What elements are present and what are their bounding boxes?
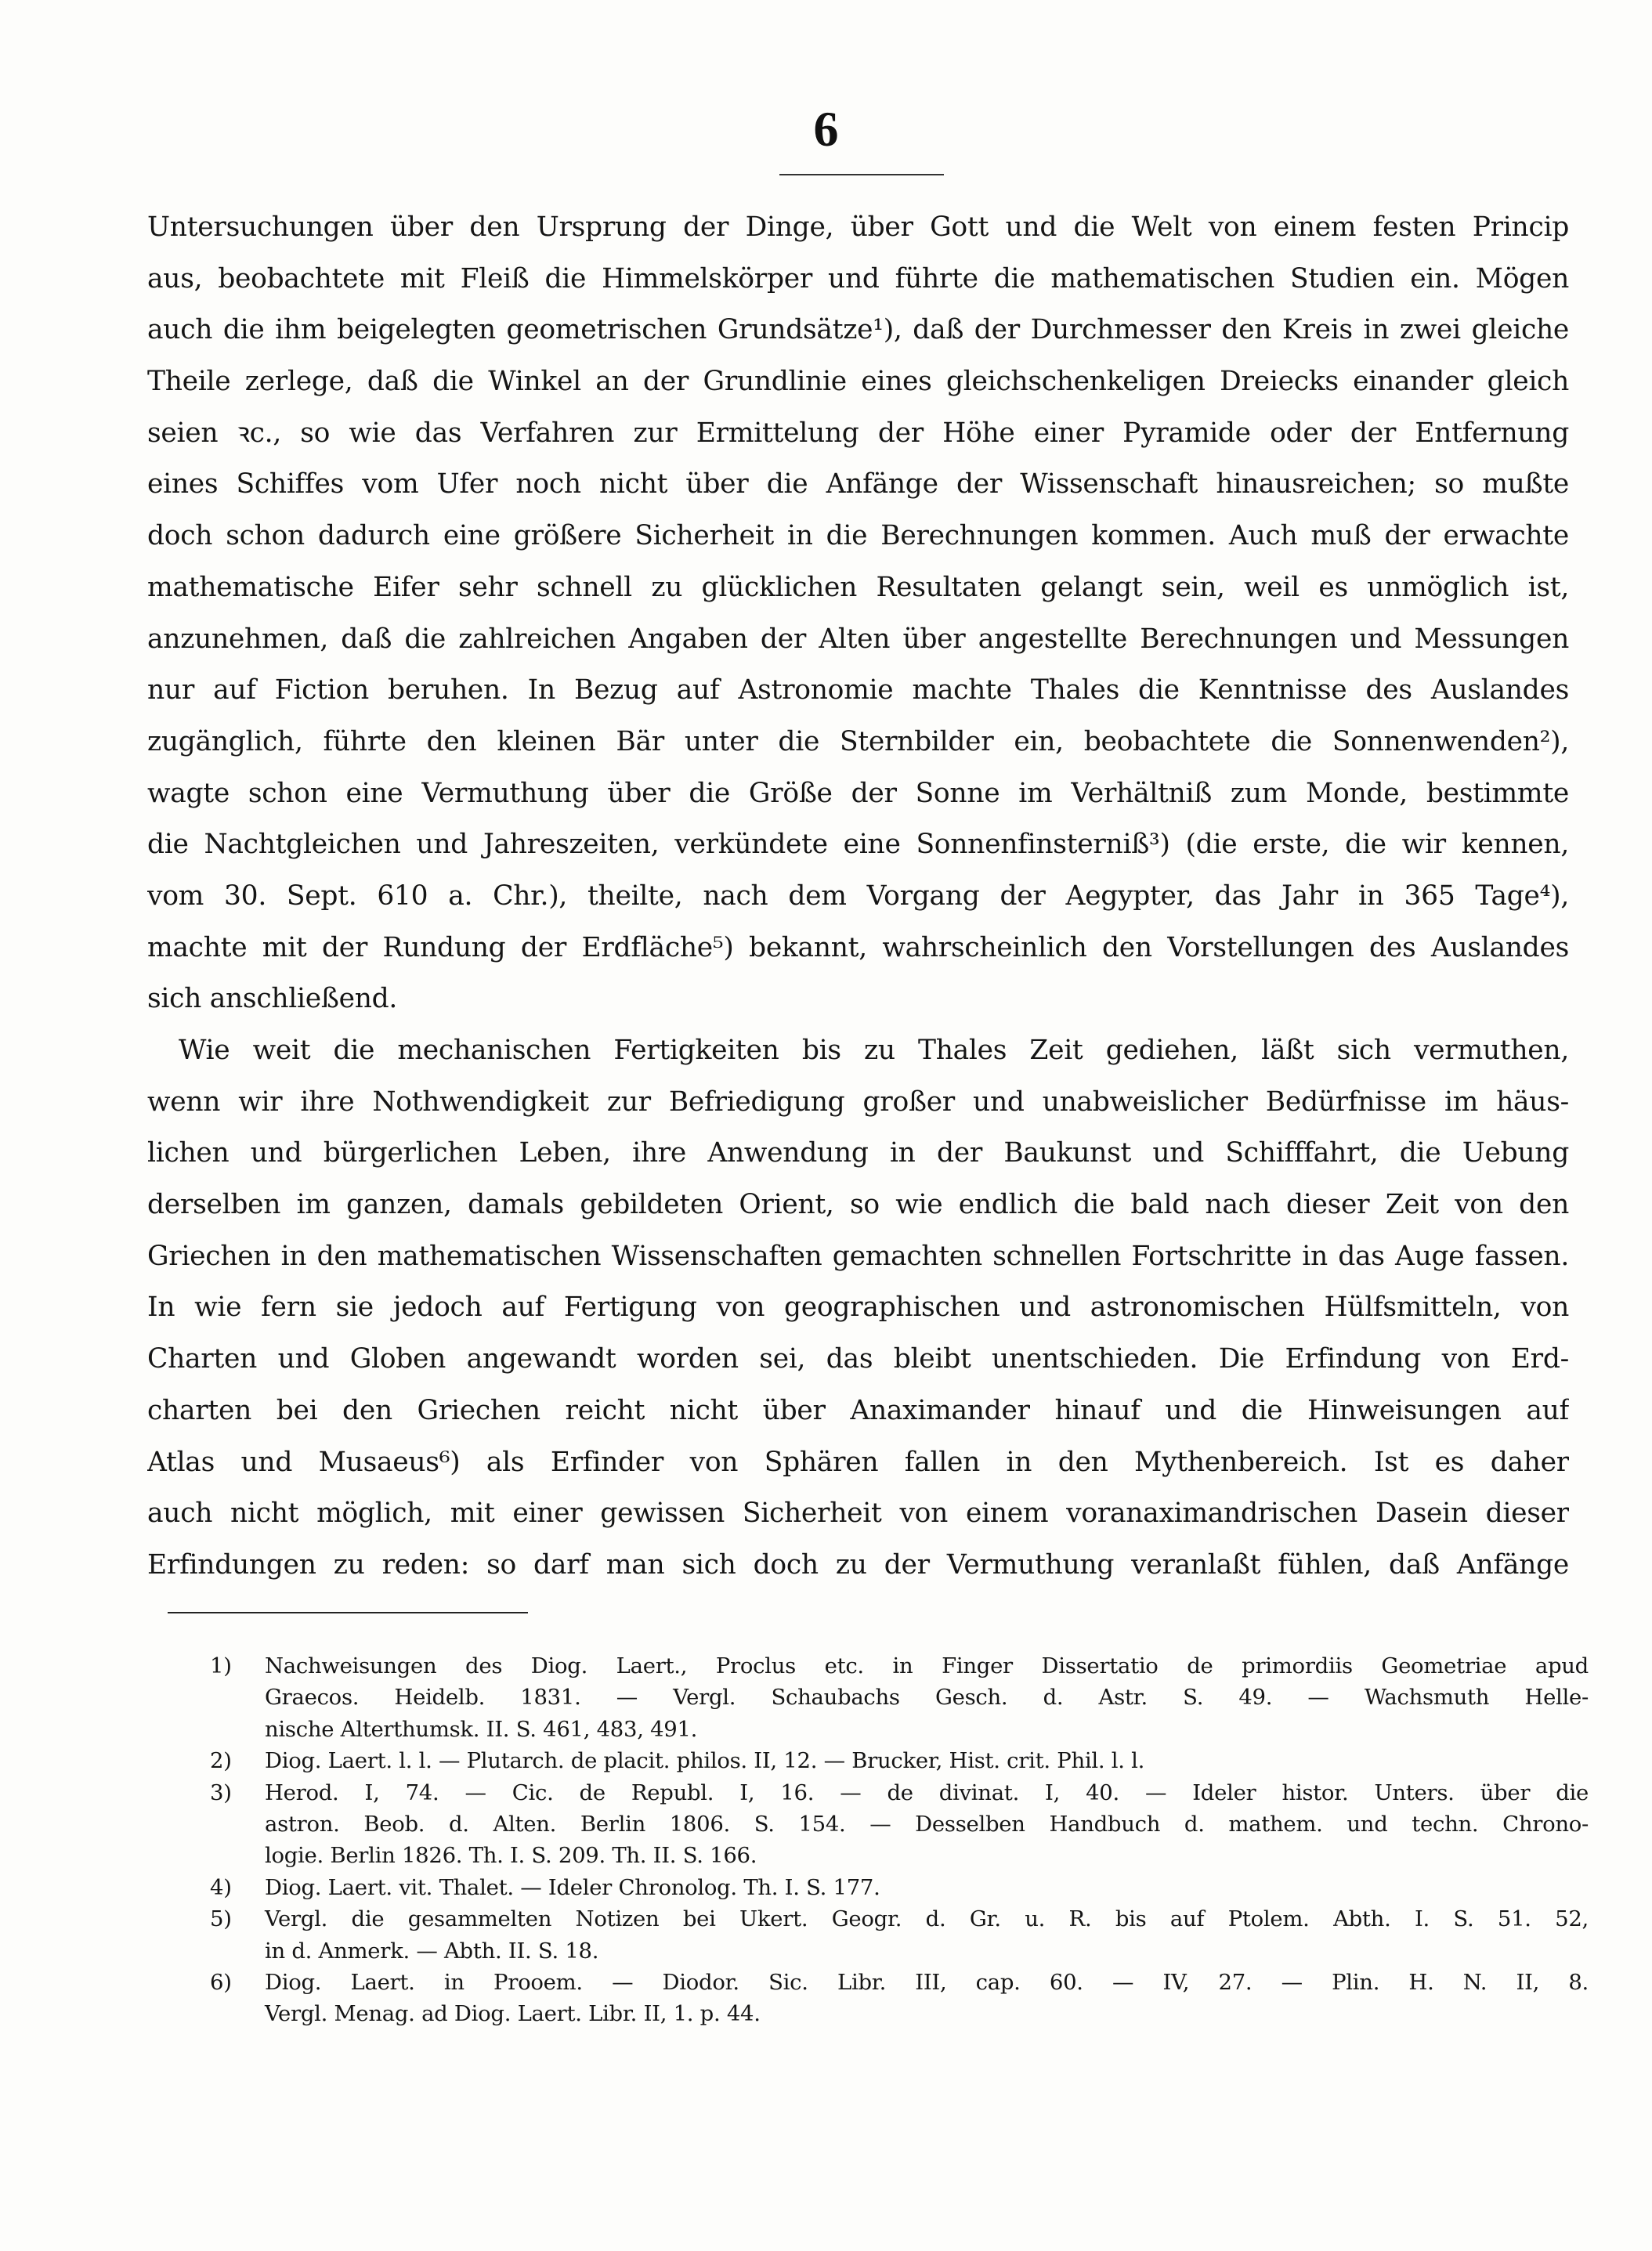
text-line: lichen und bürgerlichen Leben, ihre Anwendung in der Baukunst und Schifffahrt, die Uebung [147, 1137, 1569, 1169]
text-line: Untersuchungen über den Ursprung der Dinge, über Gott und die Welt von einem festen Princip [147, 211, 1569, 243]
text-line: doch schon dadurch eine größere Sicherheit in die Berechnungen kommen. Auch muß der erwachte [147, 520, 1569, 552]
footnote-text: in d. Anmerk. — Abth. II. S. 18. [265, 1938, 599, 1964]
text-line: sich anschließend. [147, 983, 398, 1015]
text-line: eines Schiffes vom Ufer noch nicht über die Anfänge der Wissenschaft hinausreichen; so mußte [147, 468, 1569, 500]
text-line: Theile zerlege, daß die Winkel an der Grundlinie eines gleichschenkeligen Dreiecks einander gleich [147, 366, 1569, 398]
footnotes [210, 1650, 1589, 2030]
footnote-number: 1) [210, 1653, 232, 1678]
text-line: zugänglich, führte den kleinen Bär unter die Sternbilder ein, beobachtete die Sonnenwenden²), [147, 725, 1569, 757]
text-line: die Nachtgleichen und Jahreszeiten, verkündete eine Sonnenfinsterniß³) (die erste, die wir kennen, [147, 829, 1569, 861]
page-number: 6 [813, 101, 839, 157]
footnote-text: Herod. I, 74. — Cic. de Republ. I, 16. — de divinat. I, 40. — Ideler histor. Unters. über die [265, 1779, 1589, 1805]
footnote-5-cont [210, 1935, 1589, 1967]
text-line: In wie fern sie jedoch auf Fertigung von geographischen und astronomischen Hülfsmitteln, von [147, 1292, 1569, 1324]
text-line: seien ꝛc., so wie das Verfahren zur Ermittelung der Höhe einer Pyramide oder der Entfernung [147, 417, 1569, 449]
footnote-6 [210, 1967, 1589, 1998]
footnote-text: Graecos. Heidelb. 1831. — Vergl. Schaubachs Gesch. d. Astr. S. 49. — Wachsmuth Helle- [265, 1685, 1589, 1711]
footnote-rule [168, 1612, 528, 1613]
text-line: wagte schon eine Vermuthung über die Größe der Sonne im Verhältniß zum Monde, bestimmte [147, 777, 1569, 809]
text-line: charten bei den Griechen reicht nicht über Anaximander hinauf und die Hinweisungen auf [147, 1394, 1569, 1426]
text-line: nur auf Fiction beruhen. In Bezug auf Astronomie machte Thales die Kenntnisse des Auslandes [147, 674, 1569, 706]
footnote-text: Vergl. Menag. ad Diog. Laert. Libr. II, 1. p. 44. [265, 2001, 761, 2027]
footnote-6-cont [210, 1998, 1589, 2029]
footnote-number: 4) [210, 1874, 232, 1900]
footnote-1-cont [210, 1682, 1589, 1713]
footnote-text: Diog. Laert. l. l. — Plutarch. de placit. philos. II, 12. — Brucker, Hist. crit. Phil. l. l. [265, 1748, 1145, 1774]
footnote-number: 3) [210, 1779, 232, 1805]
footnote-text: Diog. Laert. vit. Thalet. — Ideler Chronolog. Th. I. S. 177. [265, 1874, 880, 1900]
text-line: Atlas und Musaeus⁶) als Erfinder von Sphären fallen in den Mythenbereich. Ist es daher [147, 1446, 1569, 1478]
footnote-text: logie. Berlin 1826. Th. I. S. 209. Th. II. S. 166. [265, 1843, 757, 1869]
text-line: auch nicht möglich, mit einer gewissen Sicherheit von einem voranaximandrischen Dasein dieser [147, 1498, 1569, 1530]
text-line: wenn wir ihre Nothwendigkeit zur Befriedigung großer und unabweislicher Bedürfnisse im häus- [147, 1086, 1569, 1118]
footnote-3-cont [210, 1808, 1589, 1840]
text-line: anzunehmen, daß die zahlreichen Angaben der Alten über angestellte Berechnungen und Messungen [147, 623, 1569, 655]
footnote-4 [210, 1872, 1589, 1903]
text-line: Charten und Globen angewandt worden sei, das bleibt unentschieden. Die Erfindung von Erd- [147, 1343, 1569, 1375]
footnote-1 [210, 1650, 1589, 1682]
footnote-2 [210, 1745, 1589, 1776]
text-line: Wie weit die mechanischen Fertigkeiten bis zu Thales Zeit gediehen, läßt sich vermuthen, [179, 1035, 1569, 1066]
text-line: auch die ihm beigelegten geometrischen Grundsätze¹), daß der Durchmesser den Kreis in zwei gleiche [147, 314, 1569, 346]
text-line: Erfindungen zu reden: so darf man sich doch zu der Vermuthung veranlaßt fühlen, daß Anfänge [147, 1548, 1569, 1581]
footnote-text: Diog. Laert. in Prooem. — Diodor. Sic. Libr. III, cap. 60. — IV, 27. — Plin. H. N. II, 8. [265, 1969, 1589, 1995]
footnote-number: 6) [210, 1969, 232, 1995]
footnote-number: 5) [210, 1906, 232, 1932]
body-text [147, 202, 1569, 1592]
text-line: aus, beobachtete mit Fleiß die Himmelskörper und führte die mathematischen Studien ein. Mögen [147, 262, 1569, 294]
footnote-3-cont [210, 1840, 1589, 1871]
footnote-number: 2) [210, 1748, 232, 1774]
footnote-5 [210, 1903, 1589, 1935]
text-line: vom 30. Sept. 610 a. Chr.), theilte, nach dem Vorgang der Aegypter, das Jahr in 365 Tage⁴), [147, 880, 1569, 912]
footnote-text: nische Alterthumsk. II. S. 461, 483, 491. [265, 1716, 698, 1742]
header-rule [779, 174, 944, 175]
text-line: derselben im ganzen, damals gebildeten Orient, so wie endlich die bald nach dieser Zeit von den [147, 1189, 1569, 1221]
footnote-text: Nachweisungen des Diog. Laert., Proclus etc. in Finger Dissertatio de primordiis Geometriae apud [265, 1653, 1589, 1678]
footnote-3 [210, 1777, 1589, 1808]
footnote-1-cont [210, 1714, 1589, 1745]
footnote-text: astron. Beob. d. Alten. Berlin 1806. S. 154. — Desselben Handbuch d. mathem. und techn. Chrono- [265, 1811, 1589, 1837]
footnote-text: Vergl. die gesammelten Notizen bei Ukert. Geogr. d. Gr. u. R. bis auf Ptolem. Abth. I. S. 51. 52, [265, 1906, 1589, 1932]
text-line: machte mit der Rundung der Erdfläche⁵) bekannt, wahrscheinlich den Vorstellungen des Auslandes [147, 931, 1569, 963]
text-line: Griechen in den mathematischen Wissenschaften gemachten schnellen Fortschritte in das Auge fassen. [147, 1240, 1569, 1272]
text-line: mathematische Eifer sehr schnell zu glücklichen Resultaten gelangt sein, weil es unmöglich ist, [147, 571, 1569, 603]
